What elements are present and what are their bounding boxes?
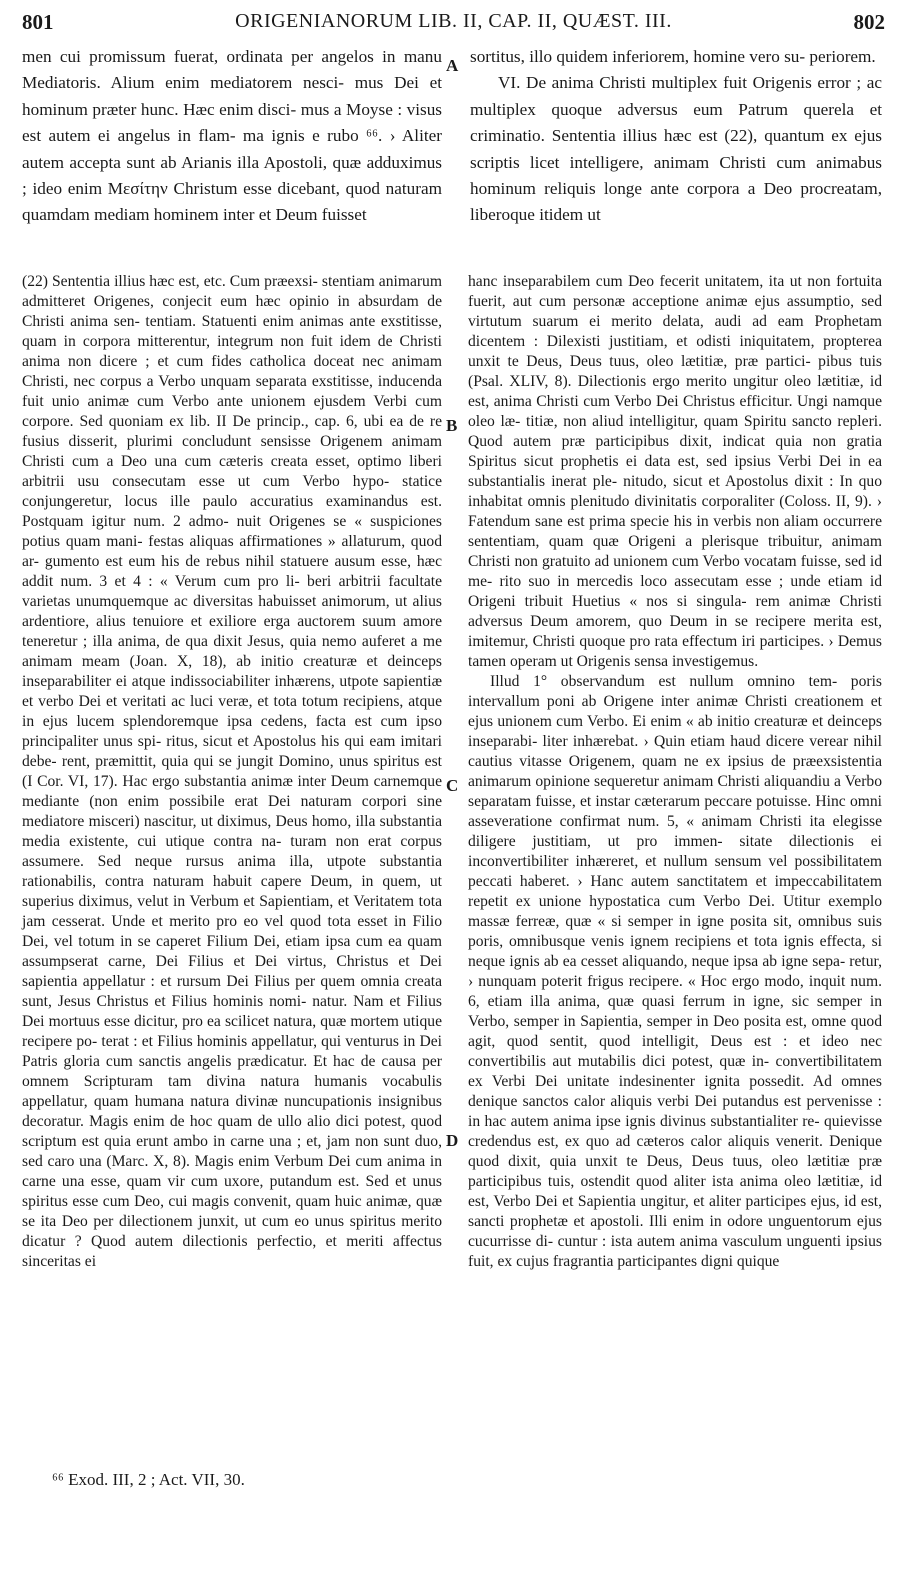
main-text-left-column	[22, 44, 442, 229]
notes-right-column	[468, 272, 882, 1272]
margin-marker-d: D	[446, 1131, 459, 1150]
page-number-right: 802	[853, 10, 885, 34]
page-number-left: 801	[22, 10, 54, 34]
page-header	[22, 10, 885, 38]
note-22-text: (22) Sententia illius hæc est, etc. Cum præexsi- stentiam animarum admitteret Origenes, conjecit eum hæc opinio in absurdam de Christi anima sen- tentiam. Statuenti enim animas ante exstitisse, quam in corpora mitterentur, integrum non fuit idem de Christi anima non dicere ; et cum fides catholica doceat nec animam Christi, nec corpus a Verbo unquam separata exstitisse, inducenda fuit unio animæ cum Verbo ante unionem ejusdem Verbi cum corpore. Sed quoniam ex lib. II De princip., cap. 6, ubi ea de re fusius disserit, plurimi concludunt sensisse Origenem animam Christi cum a Deo una cum cæteris creata esset, optimo liberi arbitrii usu consecutam esse ut cum Verbo hypo- statice conjungeretur, locus ille paulo accuratius examinandus est. Postquam igitur num. 2 admo- nuit Origenes se « suspiciones potius quam mani- festas aliquas affirmationes » allaturum, quod ar- gumento est eum his de rebus nihil statuere ausum esse, hæc addit num. 3 et 4 : « Verum cum pro li- beri arbitrii facultate varietas unumquemque ac diversitas habuisset animorum, ut alius ardentiore, alius tenuiore et exiliore erga auctorem suum amore teneretur ; illa anima, de qua dixit Jesus, quia nemo auferet a me animam meam (Joan. X, 18), ab initio creaturæ et deinceps inseparabiliter ei atque indissociabiliter inhærens, utpote sapientiæ et verbo Dei et veritati ac luci veræ, et tota totum recipiens, atque in ejus lucem splendoremque ipsa cedens, facta est cum ipso principaliter unus spi- ritus, sicut et Apostolus his qui eam imitari debe- rent, præmittit, quia qui se jungit Domino, unus spiritus est (I Cor. VI, 17). Hac ergo substantia animæ inter Deum carnemque mediante (non enim possibile erat Dei naturam corpori sine mediatore misceri) nascitur, ut diximus, Deus homo, illa substantia media existente, cui utique contra na- turam non erat corpus assumere. Sed neque rursus anima illa, utpote substantia rationabilis, contra naturam habuit capere Deum, in quem, ut superius diximus, velut in Verbum et Sapientiam, et Veritatem tota jam cesserat. Unde et merito pro eo vel quod tota esset in Filio Dei, vel totum in se caperet Filium Dei, etiam ipsa cum ea quam assumpserat carne, Dei Filius et Dei virtus, Christus et Dei sapientia appellatur : et rursum Dei Filius per quem omnia creata sunt, Jesus Christus et Filius hominis nomi- natur. Nam et Filius Dei mortuus esse dicitur, pro ea scilicet natura, quæ mortem utique recipere po- terat : et Filius hominis appellatur, qui venturus in Dei Patris gloria cum sanctis angelis prædicatur. Et hac de causa per omnem Scripturam tam divina natura humanis vocabulis appellatur, quam humana natura divinæ nuncupationis insignibus decoratur. Magis enim de hoc quam de ullo alio dici potest, quod scriptum est quia erunt ambo in carne una ; et, jam non sunt duo, sed caro una (Marc. X, 8). Magis enim Verbum Dei cum anima in carne una esse, quam vir cum uxore, putandum est. Sed et unus spiritus esse cum Deo, cui magis convenit, quam huic animæ, quæ se ita Deo per dilectionem junxit, ut cum eo unus spiritus merito dicatur ? Quod autem dilectionis perfectio, et meriti affectus sinceritas ei	[22, 273, 442, 1270]
main-text-right-paragraph-2: VI. De anima Christi multiplex fuit Origenis error ; ac multiplex quoque adversus eum Patrum querela et criminatio. Sententia illius hæc est (22), quantum ex ejus scriptis licet intelligere, animam Christi cum animabus hominum reliquis longe ante corpora a Deo procreatam, liberoque itidem ut	[470, 73, 882, 225]
notes-right-paragraph-1: hanc inseparabilem cum Deo fecerit unitatem, ita ut non fortuita fuerit, aut cum personæ acceptione animæ ejus assumptio, sed virtutum suarum ei merito delata, audi ad eam Prophetam dicentem : Dilexisti justitiam, et odisti iniquitatem, propterea unxit te Deus, Deus tuus, oleo lætitiæ, præ partici- pibus tuis (Psal. XLIV, 8). Dilectionis ergo merito ungitur oleo lætitiæ, id est, anima Christi cum Verbo Dei Christus efficitur. Ungi namque oleo læ- titiæ, non aliud intelligitur, quam Spiritu sancto repleri. Quod autem præ participibus dixit, indicat quia non gratia Spiritus sicut prophetis ei data est, sed ipsius Verbi Dei in ea substantialis inerat ple- nitudo, sicut et Apostolus dixit : In quo inhabitat omnis plenitudo divinitatis corporaliter (Coloss. II, 9). › Fatendum sane est prima specie his in verbis non aliam occurrere sententiam, quam quæ Origeni a plerisque tribuitur, animam Christi non gratuito ad unionem cum Verbo vocatam fuisse, sed id me- rito suo in mercedis loco assecutam esse ; unde etiam id Origeni tribuit Huetius « nos si singula- rem animæ Christi adversus Deum amorem, quo Deum in se recipere merita est, imitemur, Christi quoque pro rata effectum iri participes. › Demus tamen operam ut Origenis sensa investigemus.	[468, 273, 882, 670]
margin-marker-c: C	[446, 776, 459, 795]
main-text-right-column	[470, 44, 882, 229]
main-text-left: men cui promissum fuerat, ordinata per angelos in manu Mediatoris. Alium enim mediatorem nesci- mus Dei et hominum præter hunc. Hæc enim disci- mus a Moyse : visus est autem ei angelus in flam- ma ignis e rubo ⁶⁶. › Aliter autem accepta sunt ab Arianis illa Apostoli, quæ adduximus ; ideo enim Μεσίτην Christum esse dicebant, quod naturam quamdam mediam hominem inter et Deum fuisset	[22, 47, 442, 225]
footnote-66: ⁶⁶ Exod. III, 2 ; Act. VII, 30.	[52, 1470, 245, 1489]
main-text-right-paragraph-1: sortitus, illo quidem inferiorem, homine vero su- periorem.	[470, 47, 876, 66]
notes-right-paragraph-2: Illud 1° observandum est nullum omnino tem- poris intervallum poni ab Origene inter animæ Christi creationem et ejus unionem cum Verbo. Ei enim « ab initio creaturæ et deinceps inseparabi- liter inhærebat. › Quin etiam haud dicere verear nihil cautius vitasse Origenem, quam ne ex ipsius de præexsistentia animarum opinione sequeretur animam Christi aliquandiu a Verbo separatam fuisse, et instar cæterarum peccare potuisse. Hinc omni asseveratione confirmat num. 5, « animam Christi ita elegisse diligere justitiam, ut pro immen- sitate dilectionis ei inconvertibiliter inhæreret, et nullum sensum vel possibilitatem peccati haberet. › Hanc autem sanctitatem et impeccabilitatem repetit ex unione hypostatica cum Verbo Dei. Utitur exemplo massæ ferreæ, quæ « si semper in igne posita sit, omnibus suis poris, omnibusque venis ignem recipiens et tota ignis effecta, si neque ignis ab ea cesset aliquando, neque ipsa ab igne sepa- retur, › nunquam poterit frigus recipere. « Hoc ergo modo, inquit num. 6, etiam illa anima, quæ quasi ferrum in igne, sic semper in Verbo, semper in Sapientia, semper in Deo posita est, omne quod agit, quod sentit, quod intelligit, Deus est : et ideo nec convertibilis aut mutabilis dici potest, quæ in- convertibilitatem ex Verbi Dei unitate indesinenter ignita possedit. Ad omnes denique sanctos calor aliquis verbi Dei putandus est pervenisse : in hac autem anima ipse ignis divinus substantialiter re- quievisse credendus est, ex quo ad cæteros calor aliquis venerit. Denique quod dixit, quia unxit te Deus, Deus tuus, oleo lætitiæ præ participibus tuis, ostendit quod aliter ista anima oleo lætitiæ, id est, Verbo Dei et Sapientia ungitur, et aliter participes ejus, id est, sancti prophetæ et apostoli. Illi enim in odore unguentorum ejus cucurrisse di- cuntur : ista autem anima vasculum unguenti ipsius fuit, ex cujus fragrantia participantes digni quique	[468, 673, 882, 1270]
notes-left-column	[22, 272, 442, 1272]
margin-marker-b: B	[446, 416, 458, 435]
running-title: ORIGENIANORUM LIB. II, CAP. II, QUÆST. III.	[235, 10, 672, 32]
margin-marker-a: A	[446, 56, 459, 75]
